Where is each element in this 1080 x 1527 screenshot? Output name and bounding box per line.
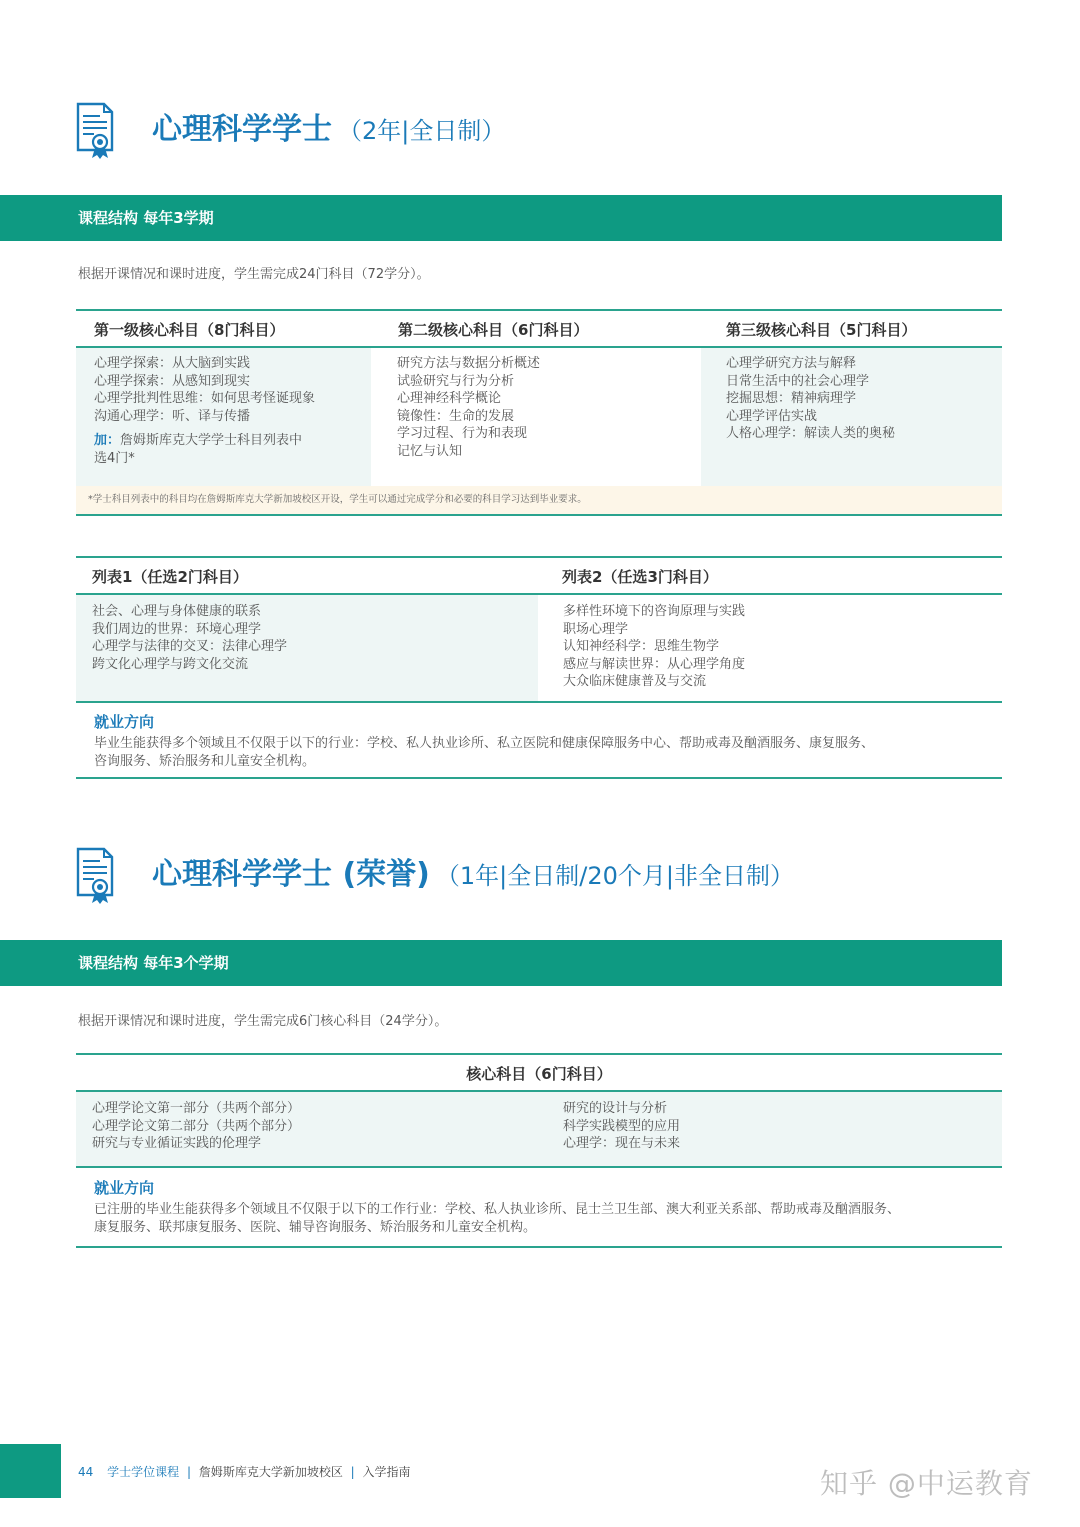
list-item: 跨文化心理学与跨文化交流 [92,656,249,672]
career-heading: 就业方向 [94,1179,155,1197]
footer: 44 学士学位课程 | 詹姆斯库克大学新加坡校区 | 入学指南 [78,1465,411,1479]
list-item: 心理神经科学概论 [397,391,502,406]
footer-guide: 入学指南 [362,1465,411,1479]
course-structure-banner: 课程结构 每年3个学期 [0,940,1002,986]
level2-subject-list [397,355,540,460]
column-header: 列表2（任选3门科目） [562,568,718,586]
certificate-icon [74,847,116,905]
list-item: 社会、心理与身体健康的联系 [92,604,262,619]
honours-right-subjects [563,1100,680,1153]
list-item: 镜像性：生命的发展 [397,408,515,424]
list-item: 心理学探索：从感知到现实 [94,373,251,389]
honours-left-subjects [92,1100,300,1153]
list-item: 挖掘思想：精神病理学 [726,391,857,406]
certificate-icon [74,102,116,160]
add-label: 加： [94,433,121,448]
list-item: 试验研究与行为分析 [397,373,515,389]
program-title: 心理科学学士 (荣誉) [152,857,430,892]
section-title [152,857,794,892]
watermark: 知乎 @中运教育 [820,1467,1033,1500]
list-item: 研究方法与数据分析概述 [397,356,541,371]
list-item: 学习过程、行为和表现 [397,426,528,441]
career-text: 毕业生能获得多个领域且不仅限于以下的行业：学校、私人执业诊所、私立医院和健康保障服务中心、帮助戒毒及酗酒服务、康复服务、 咨询服务、矫治服务和儿童安全机构。 [94,736,875,769]
elective-lists-table [76,556,1002,782]
list-item: 心理学批判性思维：如何思考怪诞现象 [94,391,316,406]
column-header: 列表1（任选2门科目） [92,568,248,586]
footer-school: 詹姆斯库克大学新加坡校区 [198,1465,343,1479]
list-item: 心理学论文第二部分（共两个部分） [92,1118,301,1134]
program-duration: （1年|全日制/20个月|非全日制） [435,862,794,890]
intro-text: 根据开课情况和课时进度，学生需完成24门科目（72学分）。 [78,267,430,282]
level3-subject-list [726,355,895,443]
list-item: 沟通心理学：听、译与传播 [94,408,251,424]
list2-subjects [563,603,745,691]
footer-accent-block [0,1444,61,1498]
list-item: 人格心理学：解读人类的奥秘 [726,426,896,441]
list-item: 研究的设计与分析 [563,1101,668,1116]
honours-core-table [76,1053,1002,1253]
list-item: 心理学论文第一部分（共两个部分） [92,1101,301,1116]
list-item: 认知神经科学：思维生物学 [563,639,720,654]
list-item: 多样性环境下的咨询原理与实践 [563,604,746,619]
elective-add-note: 加：詹姆斯库克大学学士科目列表中 [94,433,303,448]
list-item: 感应与解读世界：从心理学角度 [563,656,746,672]
list-item: 研究与专业循证实践的伦理学 [92,1136,262,1151]
program-duration: （2年|全日制） [338,117,506,145]
career-text: 已注册的毕业生能获得多个领域且不仅限于以下的工作行业：学校、私人执业诊所、昆士兰卫生部、澳大利亚关系部、帮助戒毒及酗酒服务、 康复服务、联邦康复服务、医院、辅导咨询服务、矫治服务和儿童安全机构。 [94,1202,901,1235]
column-header: 核心科目（6门科目） [466,1065,612,1083]
intro-text: 根据开课情况和课时进度，学生需完成6门核心科目（24学分）。 [78,1014,448,1029]
list-item: 日常生活中的社会心理学 [726,373,870,389]
page-number: 44 [78,1465,94,1479]
list-item: 心理学评估实战 [726,408,818,424]
list-item: 记忆与认知 [397,443,463,459]
list-item: 职场心理学 [563,621,629,637]
list1-subjects [92,603,287,673]
section-title [152,112,506,147]
list-item: 心理学与法律的交叉：法律心理学 [92,639,288,654]
career-heading: 就业方向 [94,713,155,731]
list-item: 心理学：现在与未来 [563,1136,681,1151]
list-item: 科学实践模型的应用 [563,1118,681,1134]
core-subjects-table [76,309,1002,519]
program-title: 心理科学学士 [152,112,332,147]
list-item: 大众临床健康普及与交流 [563,674,707,689]
level1-subject-list: 心理学探索：从大脑到实践 心理学探索：从感知到现实 心理学批判性思维：如何思考怪诞现象 沟通心理学：听、译与传播 加：詹姆斯库克大学学士科目列表中 选4门* [94,356,316,466]
column-header: 第一级核心科目（8门科目） [94,321,285,339]
list-item: 心理学探索：从大脑到实践 [94,356,251,371]
column-header: 第三级核心科目（5门科目） [726,321,917,339]
column-header: 第二级核心科目（6门科目） [398,321,589,339]
list-item: 心理学研究方法与解释 [726,356,857,371]
list-item: 我们周边的世界：环境心理学 [92,621,262,637]
footer-category: 学士学位课程 [107,1465,180,1479]
course-structure-banner: 课程结构 每年3学期 [0,195,1002,241]
footnote: *学士科目列表中的科目均在詹姆斯库克大学新加坡校区开设，学生可以通过完成学分和必要的科目学习达到毕业要求。 [76,486,1002,514]
